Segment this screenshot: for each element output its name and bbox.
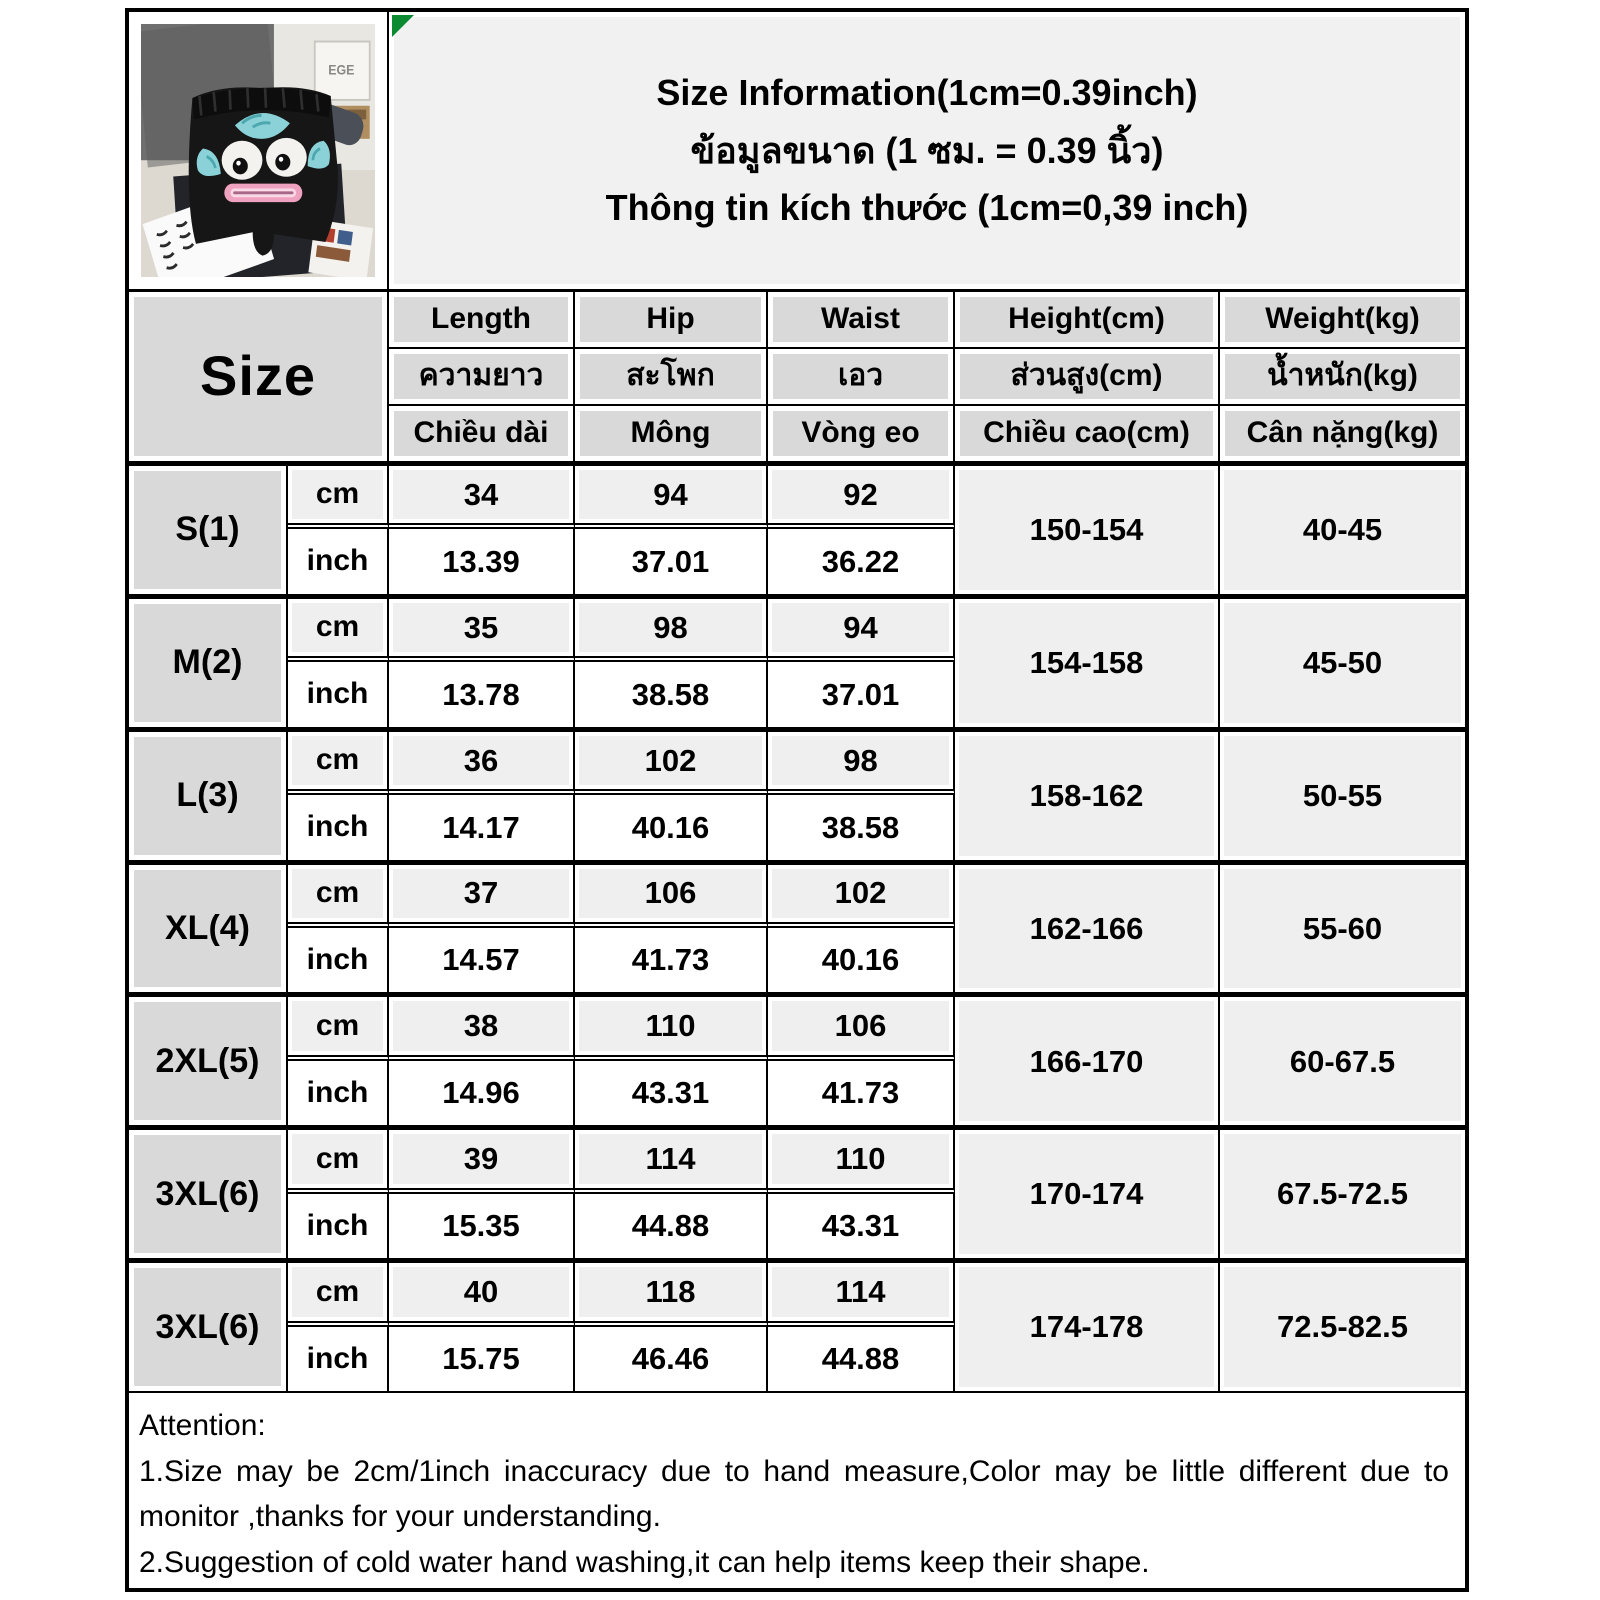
unit-label-inch: inch	[288, 1194, 389, 1260]
col-header-waist-vi: Vòng eo	[768, 406, 955, 463]
product-photo	[141, 24, 375, 277]
size-information-banner	[389, 12, 1465, 292]
value-waist-cm: 110	[768, 1127, 955, 1193]
col-header-height-vi: Chiều cao(cm)	[955, 406, 1220, 463]
value-hip-inch: 38.58	[575, 662, 768, 728]
size-chart-sheet	[125, 8, 1469, 1592]
product-photo-cell	[129, 12, 389, 292]
unit-label-inch: inch	[288, 928, 389, 994]
value-waist-inch: 43.31	[768, 1194, 955, 1260]
value-length-inch: 15.75	[389, 1327, 575, 1393]
value-waist-cm: 98	[768, 729, 955, 795]
col-header-length-en: Length	[389, 292, 575, 349]
svg-text:EGE: EGE	[328, 62, 355, 78]
col-header-length-th: ความยาว	[389, 349, 575, 406]
banner-title-vi: Thông tin kích thước (1cm=0,39 inch)	[605, 187, 1249, 229]
value-weight-range: 72.5-82.5	[1220, 1260, 1465, 1393]
value-height-range: 154-158	[955, 596, 1220, 729]
value-weight-range: 45-50	[1220, 596, 1465, 729]
value-length-inch: 15.35	[389, 1194, 575, 1260]
value-hip-cm: 118	[575, 1260, 768, 1326]
value-hip-inch: 40.16	[575, 795, 768, 861]
value-waist-inch: 36.22	[768, 529, 955, 595]
value-hip-inch: 44.88	[575, 1194, 768, 1260]
size-row-label: 3XL(6)	[129, 1260, 288, 1393]
value-waist-cm: 114	[768, 1260, 955, 1326]
value-length-cm: 34	[389, 463, 575, 529]
value-waist-inch: 37.01	[768, 662, 955, 728]
value-waist-inch: 40.16	[768, 928, 955, 994]
unit-label-inch: inch	[288, 529, 389, 595]
value-height-range: 158-162	[955, 729, 1220, 862]
banner-title-en: Size Information(1cm=0.39inch)	[656, 72, 1198, 114]
value-weight-range: 40-45	[1220, 463, 1465, 596]
value-length-cm: 38	[389, 994, 575, 1060]
unit-label-cm: cm	[288, 1260, 389, 1326]
value-length-inch: 13.78	[389, 662, 575, 728]
col-header-length-vi: Chiều dài	[389, 406, 575, 463]
value-length-cm: 37	[389, 862, 575, 928]
size-row-label: 2XL(5)	[129, 994, 288, 1127]
size-row-label: XL(4)	[129, 862, 288, 995]
col-header-height-th: ส่วนสูง(cm)	[955, 349, 1220, 406]
value-weight-range: 67.5-72.5	[1220, 1127, 1465, 1260]
unit-label-inch: inch	[288, 795, 389, 861]
value-waist-cm: 94	[768, 596, 955, 662]
col-header-weight-th: น้ำหนัก(kg)	[1220, 349, 1465, 406]
cartoon-mouth	[224, 184, 302, 202]
unit-label-cm: cm	[288, 994, 389, 1060]
size-row-label: 3XL(6)	[129, 1127, 288, 1260]
value-length-cm: 35	[389, 596, 575, 662]
value-height-range: 166-170	[955, 994, 1220, 1127]
attention-heading: Attention:	[139, 1409, 266, 1442]
attention-section	[129, 1393, 1465, 1588]
value-hip-inch: 41.73	[575, 928, 768, 994]
col-header-weight-en: Weight(kg)	[1220, 292, 1465, 349]
value-length-cm: 40	[389, 1260, 575, 1326]
value-length-cm: 39	[389, 1127, 575, 1193]
value-height-range: 170-174	[955, 1127, 1220, 1260]
value-height-range: 150-154	[955, 463, 1220, 596]
col-header-hip-en: Hip	[575, 292, 768, 349]
value-height-range: 174-178	[955, 1260, 1220, 1393]
size-row-label: M(2)	[129, 596, 288, 729]
value-weight-range: 60-67.5	[1220, 994, 1465, 1127]
value-length-inch: 13.39	[389, 529, 575, 595]
unit-label-inch: inch	[288, 1327, 389, 1393]
col-header-hip-vi: Mông	[575, 406, 768, 463]
value-hip-cm: 106	[575, 862, 768, 928]
attention-note-2: 2.Suggestion of cold water hand washing,it can help items keep their shape.	[139, 1545, 1150, 1579]
unit-label-cm: cm	[288, 463, 389, 529]
value-height-range: 162-166	[955, 862, 1220, 995]
value-length-cm: 36	[389, 729, 575, 795]
value-hip-cm: 110	[575, 994, 768, 1060]
unit-label-inch: inch	[288, 662, 389, 728]
cartoon-shorts	[189, 87, 338, 255]
attention-note-1: 1.Size may be 2cm/1inch inaccuracy due to hand measure,Color may be little different due to monitor ,thanks for your understanding.	[139, 1454, 1449, 1534]
size-row-label: L(3)	[129, 729, 288, 862]
value-hip-cm: 102	[575, 729, 768, 795]
col-header-weight-vi: Cân nặng(kg)	[1220, 406, 1465, 463]
col-header-height-en: Height(cm)	[955, 292, 1220, 349]
value-waist-inch: 38.58	[768, 795, 955, 861]
value-waist-inch: 44.88	[768, 1327, 955, 1393]
corner-marker-icon	[392, 15, 414, 37]
col-header-hip-th: สะโพก	[575, 349, 768, 406]
size-header-cell: Size	[129, 292, 389, 463]
banner-title-th: ข้อมูลขนาด (1 ซม. = 0.39 นิ้ว)	[690, 129, 1164, 171]
unit-label-cm: cm	[288, 596, 389, 662]
value-weight-range: 50-55	[1220, 729, 1465, 862]
value-waist-cm: 92	[768, 463, 955, 529]
value-weight-range: 55-60	[1220, 862, 1465, 995]
unit-label-inch: inch	[288, 1061, 389, 1127]
value-length-inch: 14.17	[389, 795, 575, 861]
value-hip-cm: 114	[575, 1127, 768, 1193]
unit-label-cm: cm	[288, 1127, 389, 1193]
col-header-waist-en: Waist	[768, 292, 955, 349]
unit-label-cm: cm	[288, 729, 389, 795]
value-hip-inch: 37.01	[575, 529, 768, 595]
unit-label-cm: cm	[288, 862, 389, 928]
value-hip-inch: 46.46	[575, 1327, 768, 1393]
value-length-inch: 14.96	[389, 1061, 575, 1127]
size-row-label: S(1)	[129, 463, 288, 596]
value-length-inch: 14.57	[389, 928, 575, 994]
value-waist-cm: 102	[768, 862, 955, 928]
value-waist-cm: 106	[768, 994, 955, 1060]
col-header-waist-th: เอว	[768, 349, 955, 406]
value-hip-cm: 98	[575, 596, 768, 662]
value-hip-cm: 94	[575, 463, 768, 529]
value-hip-inch: 43.31	[575, 1061, 768, 1127]
value-waist-inch: 41.73	[768, 1061, 955, 1127]
